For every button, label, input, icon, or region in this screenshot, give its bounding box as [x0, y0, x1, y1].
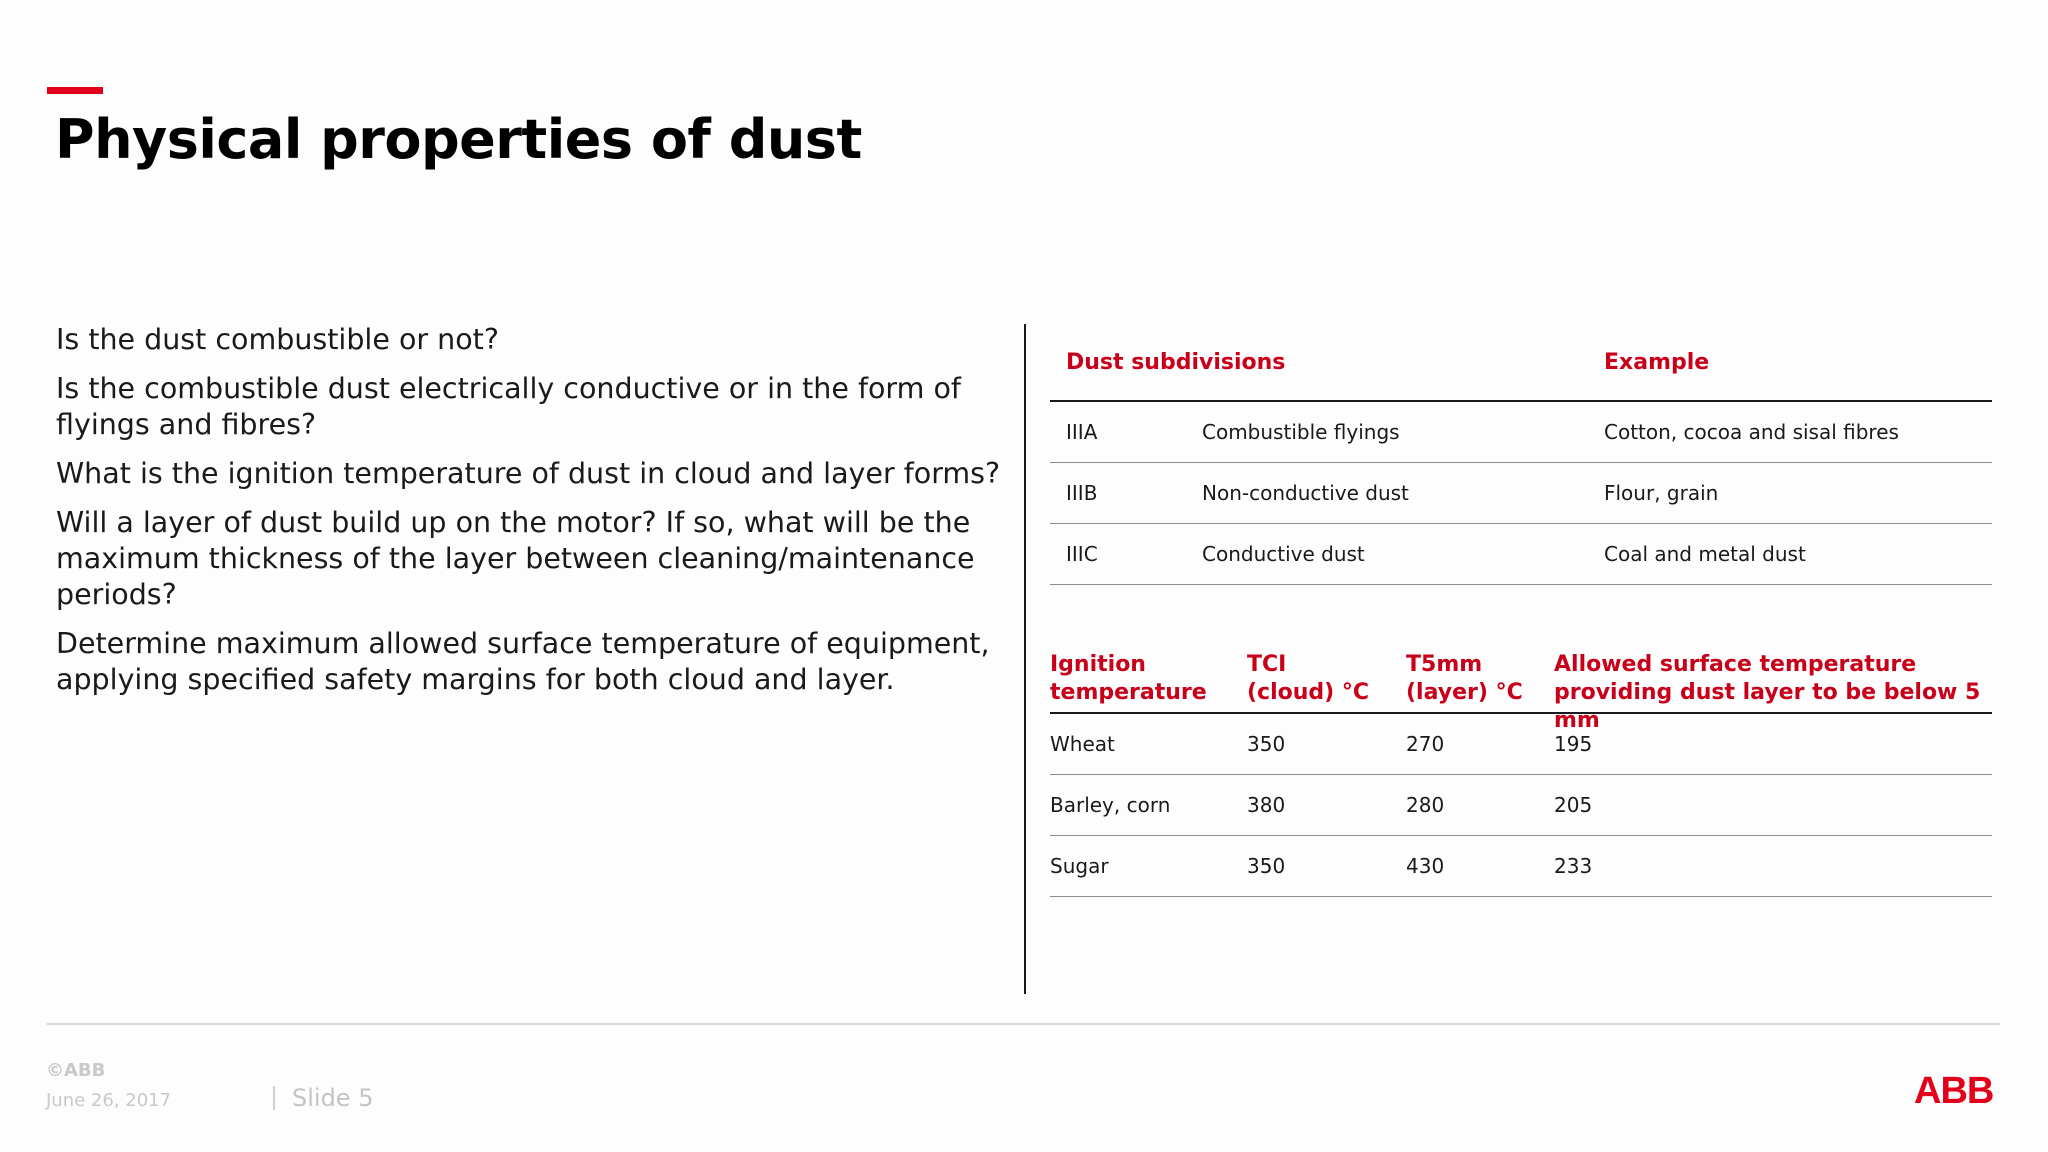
question-item: Will a layer of dust build up on the motor? If so, what will be the maximum thickness of the layer between cleaning/maintenance periods?	[56, 506, 975, 611]
header-line: (cloud) °C	[1247, 680, 1370, 705]
cell-example: Coal and metal dust	[1604, 542, 1806, 566]
header-line: temperature	[1050, 680, 1207, 705]
header-line: (layer) °C	[1406, 680, 1523, 705]
cell-t5mm: 280	[1406, 793, 1445, 817]
table-row	[1050, 714, 1992, 775]
vertical-divider	[1024, 324, 1026, 994]
question-list	[56, 322, 1006, 711]
title-accent-bar	[47, 87, 103, 94]
footer-divider	[47, 1023, 2000, 1025]
cell-material: Barley, corn	[1050, 793, 1171, 817]
header-dust-subdivisions: Dust subdivisions	[1066, 350, 1286, 375]
cell-tci: 350	[1247, 854, 1286, 878]
cell-tci: 350	[1247, 732, 1286, 756]
table-row	[1050, 402, 1992, 463]
cell-allowed: 195	[1554, 732, 1593, 756]
question-item: Determine maximum allowed surface temperature of equipment, applying specified safety margins for both cloud and layer.	[56, 627, 990, 696]
header-line: Ignition	[1050, 652, 1146, 677]
abb-logo-icon: ABB	[1914, 1070, 1994, 1112]
copyright-text: ©ABB	[46, 1060, 106, 1081]
header-line: Allowed surface temperature	[1554, 652, 1917, 677]
table-row	[1050, 836, 1992, 897]
cell-code: IIIA	[1066, 420, 1098, 444]
cell-name: Combustible flyings	[1202, 420, 1400, 444]
table-header	[1050, 650, 1992, 733]
question-item: Is the combustible dust electrically conductive or in the form of flyings and fibres?	[56, 372, 961, 441]
header-line: T5mm	[1406, 652, 1483, 677]
page-title: Physical properties of dust	[55, 108, 862, 171]
question-item: What is the ignition temperature of dust in cloud and layer forms?	[56, 457, 1001, 490]
table-row	[1050, 524, 1992, 585]
dust-subdivisions-table	[1050, 344, 1992, 585]
cell-name: Non-conductive dust	[1202, 481, 1409, 505]
footer-date: June 26, 2017	[46, 1090, 172, 1111]
cell-code: IIIC	[1066, 542, 1098, 566]
table-header	[1050, 344, 1992, 402]
table-row	[1050, 775, 1992, 836]
cell-t5mm: 270	[1406, 732, 1445, 756]
table-row	[1050, 463, 1992, 524]
cell-tci: 380	[1247, 793, 1286, 817]
cell-material: Wheat	[1050, 732, 1115, 756]
cell-name: Conductive dust	[1202, 542, 1365, 566]
question-item: Is the dust combustible or not?	[56, 323, 499, 356]
cell-allowed: 205	[1554, 793, 1593, 817]
cell-allowed: 233	[1554, 854, 1593, 878]
header-line: TCI	[1247, 652, 1287, 677]
cell-example: Cotton, cocoa and sisal fibres	[1604, 420, 1899, 444]
cell-example: Flour, grain	[1604, 481, 1719, 505]
cell-code: IIIB	[1066, 481, 1098, 505]
header-t5mm	[1406, 651, 1523, 707]
header-line: providing dust layer to be below 5 mm	[1554, 680, 1981, 733]
header-tci	[1247, 651, 1369, 707]
cell-material: Sugar	[1050, 854, 1109, 878]
header-example: Example	[1604, 350, 1710, 375]
ignition-temperature-table	[1050, 650, 1992, 897]
cell-t5mm: 430	[1406, 854, 1445, 878]
slide-number: Slide 5	[292, 1084, 374, 1112]
footer-separator	[273, 1086, 275, 1110]
header-ignition-temperature	[1050, 651, 1207, 707]
